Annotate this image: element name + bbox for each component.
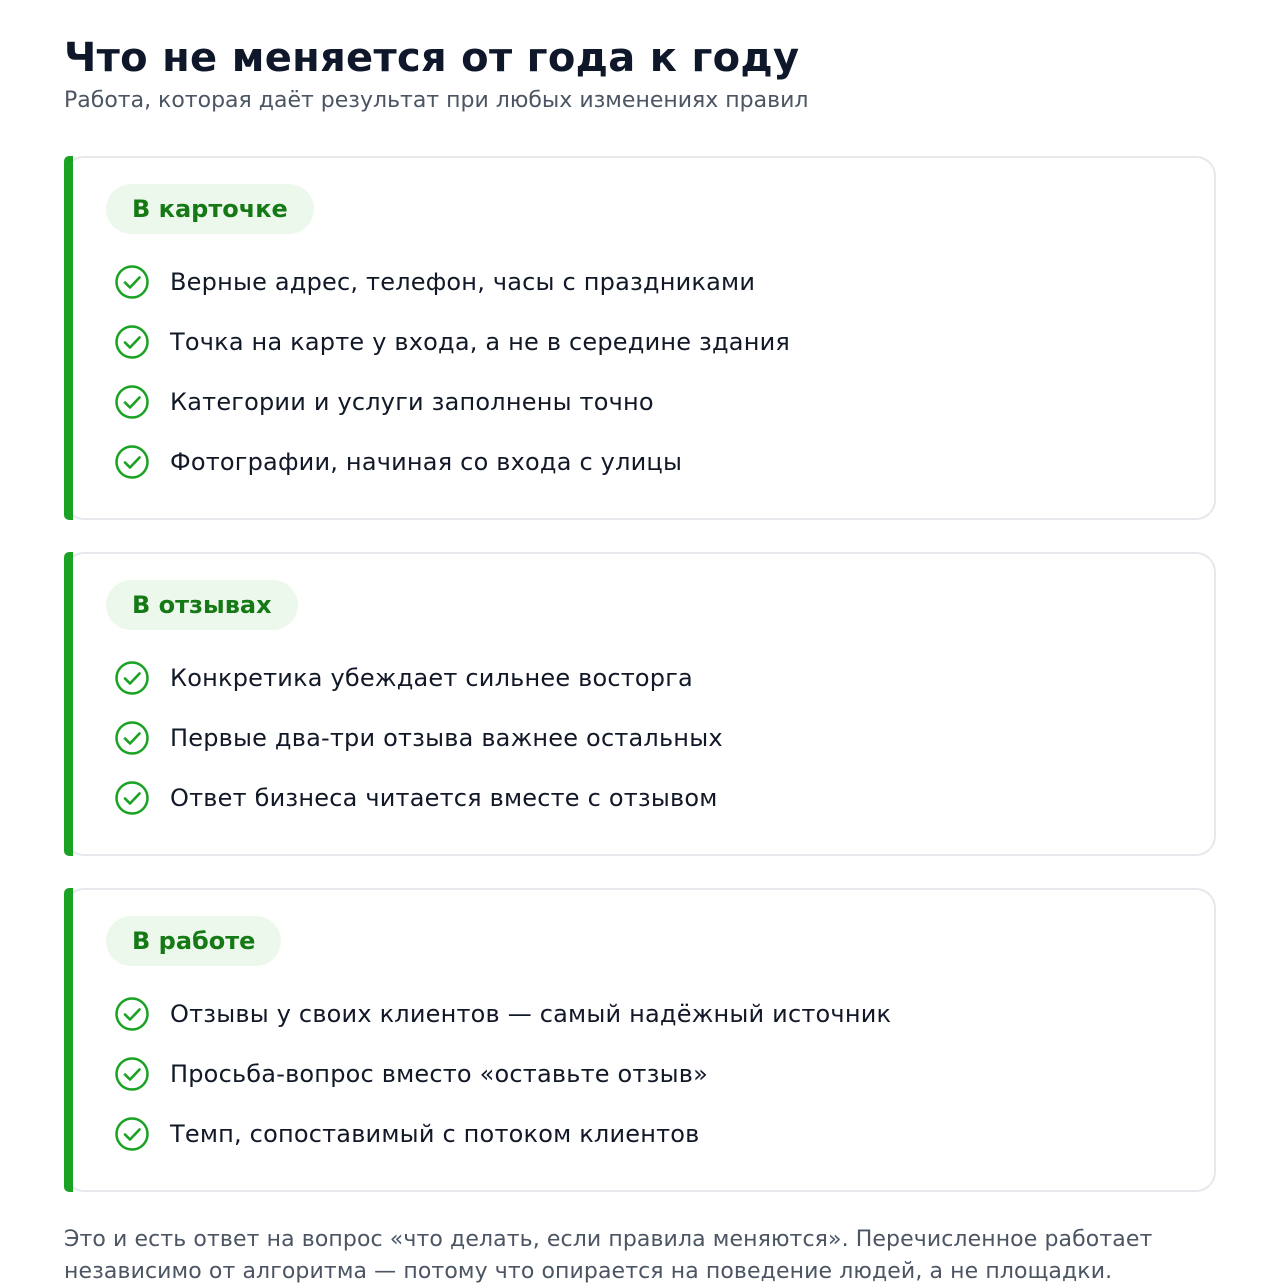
list-item-text: Категории и услуги заполнены точно xyxy=(170,388,654,416)
list-item-text: Первые два-три отзыва важнее остальных xyxy=(170,724,723,752)
footer-note: Это и есть ответ на вопрос «что делать, если правила меняются». Перечисленное работает независимо от алгоритма — потому что опирается на поведение людей, а не площадки. xyxy=(64,1227,1153,1284)
list-item xyxy=(106,1104,1174,1164)
check-circle-icon xyxy=(114,384,150,420)
card-listing xyxy=(64,156,1216,520)
cards-list xyxy=(64,156,1216,1192)
check-circle-icon xyxy=(114,324,150,360)
check-circle-icon xyxy=(114,660,150,696)
list-item-text: Точка на карте у входа, а не в середине здания xyxy=(170,328,791,356)
card-reviews xyxy=(64,552,1216,856)
check-circle-icon xyxy=(114,264,150,300)
list-item-text: Верные адрес, телефон, часы с праздниками xyxy=(170,268,756,296)
list-item-text: Конкретика убеждает сильнее восторга xyxy=(170,664,693,692)
page-subtitle: Работа, которая даёт результат при любых изменениях правил xyxy=(64,88,809,113)
checklist xyxy=(106,984,1174,1164)
card-work xyxy=(64,888,1216,1192)
check-circle-icon xyxy=(114,780,150,816)
check-circle-icon xyxy=(114,1116,150,1152)
checklist xyxy=(106,648,1174,828)
list-item xyxy=(106,312,1174,372)
list-item-text: Фотографии, начиная со входа с улицы xyxy=(170,448,683,476)
list-item-text: Темп, сопоставимый с потоком клиентов xyxy=(170,1120,700,1148)
list-item xyxy=(106,648,1174,708)
card-tag: В карточке xyxy=(106,184,314,234)
list-item xyxy=(106,372,1174,432)
list-item xyxy=(106,252,1174,312)
check-circle-icon xyxy=(114,1056,150,1092)
list-item-text: Ответ бизнеса читается вместе с отзывом xyxy=(170,784,718,812)
card-tag: В работе xyxy=(106,916,281,966)
list-item xyxy=(106,768,1174,828)
list-item xyxy=(106,984,1174,1044)
list-item xyxy=(106,432,1174,492)
card-tag: В отзывах xyxy=(106,580,298,630)
list-item xyxy=(106,708,1174,768)
checklist xyxy=(106,252,1174,492)
list-item-text: Просьба-вопрос вместо «оставьте отзыв» xyxy=(170,1060,708,1088)
check-circle-icon xyxy=(114,720,150,756)
check-circle-icon xyxy=(114,996,150,1032)
list-item xyxy=(106,1044,1174,1104)
page-title: Что не меняется от года к году xyxy=(64,35,800,81)
list-item-text: Отзывы у своих клиентов — самый надёжный источник xyxy=(170,1000,892,1028)
check-circle-icon xyxy=(114,444,150,480)
